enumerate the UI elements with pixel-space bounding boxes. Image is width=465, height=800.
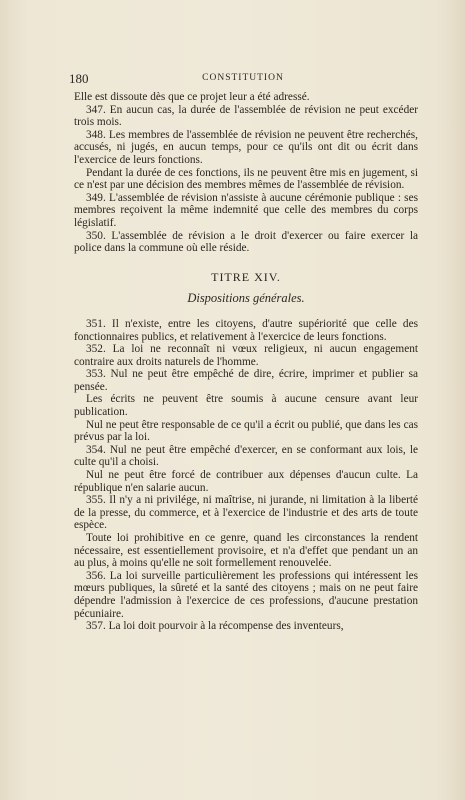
article-350: 350. L'assemblée de révision a le droit d'exercer ou faire exercer la police dans la commune où elle réside. xyxy=(74,229,418,255)
article-355: 355. Il n'y a ni privilége, ni maîtrise, ni jurande, ni limitation à la liberté de la presse, du commerce, et à l'exercice de l'industrie et des arts de toute espèce. xyxy=(74,494,418,532)
article-352: 352. La loi ne reconnaît ni vœux religieux, ni aucun engagement contraire aux droits naturels de l'homme. xyxy=(74,343,418,368)
article-347: 347. En aucun cas, la durée de l'assemblée de révision ne peut excéder trois mois. xyxy=(74,103,418,129)
paragraph: Pendant la durée de ces fonctions, ils ne peuvent être mis en jugement, si ce n'est par une décision des membres mêmes de l'assemblée de révision. xyxy=(74,166,418,192)
article-357: 357. La loi doit pourvoir à la récompense des inventeurs, xyxy=(86,620,344,633)
paragraph: Nul ne peut être responsable de ce qu'il a écrit ou publié, que dans les cas prévus par la loi. xyxy=(74,418,418,444)
section-subtitle: Dispositions générales. xyxy=(187,291,305,306)
article-351: 351. Il n'existe, entre les citoyens, d'autre supériorité que celle des fonctionnaires publics, et relativement à l'exercice de leurs fonctions. xyxy=(74,317,418,343)
article-356: 356. La loi surveille particulièrement les professions qui intéressent les mœurs publiques, la sûreté et la santé des citoyens ; mais on ne peut faire dépendre l'admission à l'exercice de ces professions, d'aucune prestation pécuniaire. xyxy=(74,569,418,620)
paragraph: Toute loi prohibitive en ce genre, quand les circonstances la rendent nécessaire, est essentiellement provisoire, et n'a d'effet que pendant un an au plus, à moins qu'elle ne soit formellement renouvelée. xyxy=(74,532,418,570)
article-354: 354. Nul ne peut être empêché d'exercer, en se conformant aux lois, le culte qu'il a choisi. xyxy=(74,443,418,469)
page-number: 180 xyxy=(69,71,89,86)
paragraph: Elle est dissoute dès que ce projet leur a été adressé. xyxy=(74,91,310,103)
article-348: 348. Les membres de l'assemblée de révision ne peuvent être recherchés, accusés, ni jugés, en aucun temps, pour ce qu'ils ont dit ou écrit dans l'exercice de leurs fonctions. xyxy=(74,128,418,166)
page-body xyxy=(74,91,418,633)
paragraph: Les écrits ne peuvent être soumis à aucune censure avant leur publication. xyxy=(74,393,418,419)
section-title: TITRE XIV. xyxy=(211,269,281,284)
paragraph: Nul ne peut être forcé de contribuer aux dépenses d'aucun culte. La république n'en salarie aucun. xyxy=(74,469,418,494)
running-title: CONSTITUTION xyxy=(202,73,284,83)
page-header xyxy=(69,71,417,87)
article-349: 349. L'assemblée de révision n'assiste à aucune cérémonie publique : ses membres reçoivent la même indemnité que celle des membres du corps législatif. xyxy=(74,191,418,229)
article-353: 353. Nul ne peut être empêché de dire, écrire, imprimer et publier sa pensée. xyxy=(74,368,418,393)
